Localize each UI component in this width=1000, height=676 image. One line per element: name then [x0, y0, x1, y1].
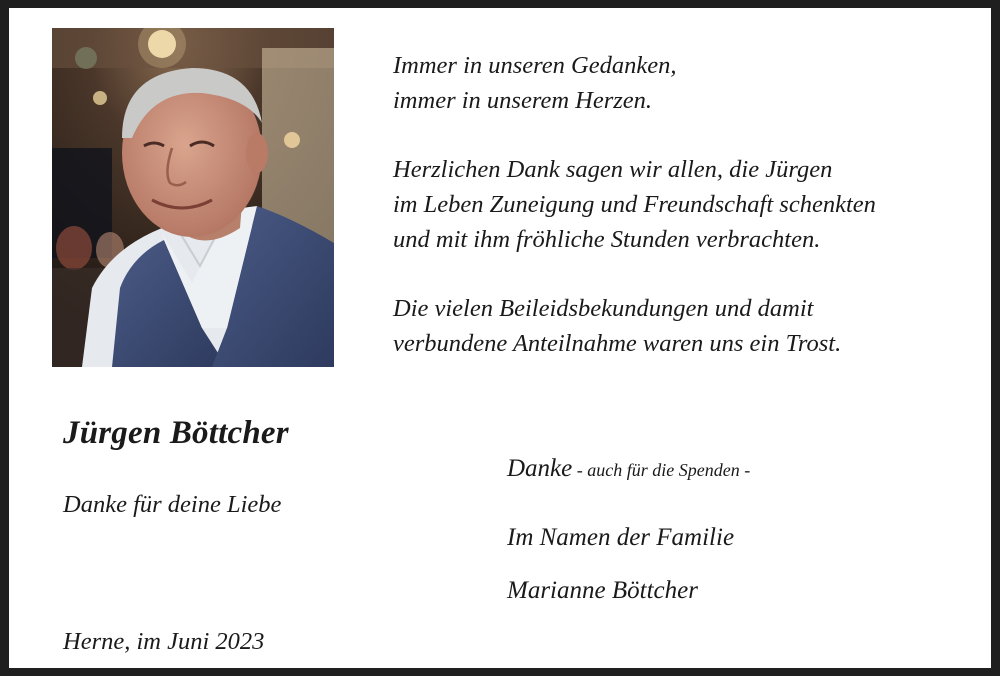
signer-name: Marianne Böttcher: [507, 577, 698, 604]
verse-line: und mit ihm fröhliche Stunden verbrachten.: [393, 226, 821, 253]
portrait-photo: [52, 28, 334, 367]
family-line: Im Namen der Familie: [507, 524, 735, 551]
dedication-text: Danke für deine Liebe: [63, 491, 282, 518]
verse-line: Herzlichen Dank sagen wir allen, die Jürgen: [393, 156, 833, 183]
stanza-gap: [393, 257, 963, 291]
verse-line: Immer in unseren Gedanken,: [393, 52, 677, 79]
verse-line: verbundene Anteilnahme waren uns ein Trost.: [393, 330, 842, 357]
obituary-card: [9, 8, 991, 668]
verse-line: im Leben Zuneigung und Freundschaft schenkten: [393, 191, 876, 218]
portrait-image: [52, 28, 334, 367]
thanks-word: Danke: [507, 455, 573, 482]
verse-line: immer in unserem Herzen.: [393, 87, 653, 114]
thanks-note: - auch für die Spenden -: [572, 460, 751, 480]
thanks-line: [507, 455, 750, 483]
stanza-gap: [393, 118, 963, 152]
verse-line: Die vielen Beileidsbekundungen und damit: [393, 295, 814, 322]
place-date: Herne, im Juni 2023: [63, 628, 265, 655]
verse-text: [393, 48, 963, 361]
deceased-name: Jürgen Böttcher: [63, 415, 289, 451]
